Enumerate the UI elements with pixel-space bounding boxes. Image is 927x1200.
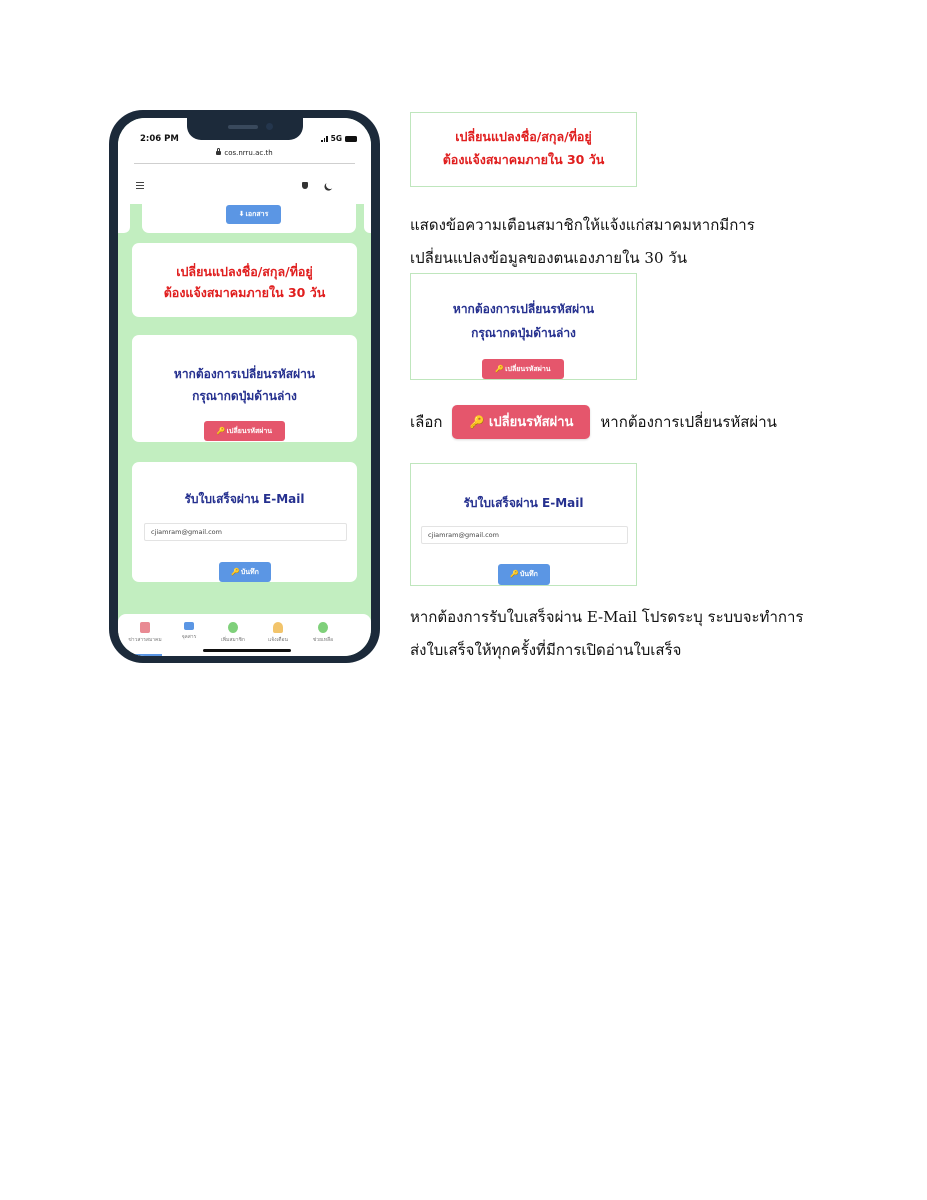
status-time: 2:06 PM: [140, 134, 179, 144]
url-text: cos.nrru.ac.th: [224, 149, 273, 157]
monitor-icon: [184, 622, 194, 630]
document-button[interactable]: ⬇เอกสาร: [226, 205, 281, 224]
key-icon: 🔑: [216, 427, 226, 435]
crop-change-password-button[interactable]: 🔑เปลี่ยนรหัสผ่าน: [482, 359, 564, 379]
nav-item-notifications[interactable]: แจ้งเตือน: [253, 622, 303, 644]
crop-email-title: รับใบเสร็จผ่าน E-Mail: [463, 496, 584, 510]
camera-dot: [266, 123, 273, 130]
warning-line-1: เปลี่ยนแปลงชื่อ/สกุล/ที่อยู่: [176, 264, 313, 279]
paragraph-line: ส่งใบเสร็จให้ทุกครั้งที่มีการเปิดอ่านใบเสร็จ: [410, 641, 682, 659]
moon-icon[interactable]: [325, 180, 335, 190]
nav-item-news[interactable]: ข่าวสารสมาคม: [120, 622, 170, 644]
email-card: [132, 462, 357, 582]
active-tab-indicator: [130, 654, 162, 656]
nav-item-help[interactable]: ช่วยเหลือ: [298, 622, 348, 644]
add-user-icon: [228, 622, 238, 633]
warning-line-2: ต้องแจ้งสมาคมภายใน 30 วัน: [163, 285, 326, 300]
phone-screen: [118, 118, 371, 656]
key-icon: 🔑: [510, 570, 519, 578]
warning-crop: [410, 112, 637, 187]
status-indicators: [321, 134, 357, 143]
choose-suffix: หากต้องการเปลี่ยนรหัสผ่าน: [600, 413, 777, 431]
choose-instruction: [410, 405, 777, 439]
email-input[interactable]: cjiamram@gmail.com: [144, 523, 347, 541]
hamburger-menu-icon[interactable]: [136, 182, 144, 190]
paragraph-warning: [410, 209, 755, 275]
paragraph-line: หากต้องการรับใบเสร็จผ่าน E-Mail โปรดระบุ ระบบจะทำการ: [410, 608, 804, 626]
bell-icon: [273, 622, 283, 633]
document-icon: [140, 622, 150, 633]
crop-password-line-1: หากต้องการเปลี่ยนรหัสผ่าน: [452, 302, 595, 316]
paragraph-line: เปลี่ยนแปลงข้อมูลของตนเองภายใน 30 วัน: [410, 249, 687, 267]
key-icon: 🔑: [469, 415, 485, 429]
crop-save-button[interactable]: 🔑บันทึก: [498, 564, 550, 585]
nav-item-journal[interactable]: จุลสาร: [164, 622, 214, 641]
network-label: 5G: [330, 134, 342, 143]
crop-warning-line-1: เปลี่ยนแปลงชื่อ/สกุล/ที่อยู่: [455, 129, 592, 144]
password-card: [132, 335, 357, 442]
crop-email-input[interactable]: cjiamram@gmail.com: [421, 526, 628, 544]
phone-notch: [187, 118, 303, 140]
warning-card: [132, 243, 357, 317]
change-password-button[interactable]: 🔑เปลี่ยนรหัสผ่าน: [204, 421, 285, 441]
phone-mockup: [109, 110, 380, 663]
email-title: รับใบเสร็จผ่าน E-Mail: [184, 492, 305, 506]
speaker-grille: [228, 125, 258, 129]
address-bar[interactable]: [118, 149, 371, 157]
paragraph-email: [410, 601, 803, 667]
shield-icon[interactable]: [302, 182, 308, 189]
change-password-button-large[interactable]: 🔑 เปลี่ยนรหัสผ่าน: [452, 405, 590, 439]
paragraph-line: แสดงข้อความเตือนสมาชิกให้แจ้งแก่สมาคมหากมีการ: [410, 216, 755, 234]
home-indicator: [203, 649, 291, 652]
heart-icon: [318, 622, 328, 633]
password-crop: [410, 273, 637, 380]
key-icon: 🔑: [231, 568, 240, 576]
battery-icon: [345, 136, 357, 142]
key-icon: 🔑: [495, 365, 505, 373]
password-line-1: หากต้องการเปลี่ยนรหัสผ่าน: [173, 367, 316, 381]
crop-warning-line-2: ต้องแจ้งสมาคมภายใน 30 วัน: [442, 152, 605, 167]
email-crop: [410, 463, 637, 586]
signal-icon: [321, 135, 328, 142]
divider: [134, 163, 355, 164]
nav-item-add-member[interactable]: เพิ่มสมาชิก: [208, 622, 258, 644]
password-line-2: กรุณากดปุ่มด้านล่าง: [192, 389, 297, 403]
choose-prefix: เลือก: [410, 413, 443, 431]
lock-icon: [216, 151, 221, 155]
download-icon: ⬇: [238, 210, 245, 218]
crop-password-line-2: กรุณากดปุ่มด้านล่าง: [471, 326, 576, 340]
save-button[interactable]: 🔑บันทึก: [219, 562, 271, 582]
